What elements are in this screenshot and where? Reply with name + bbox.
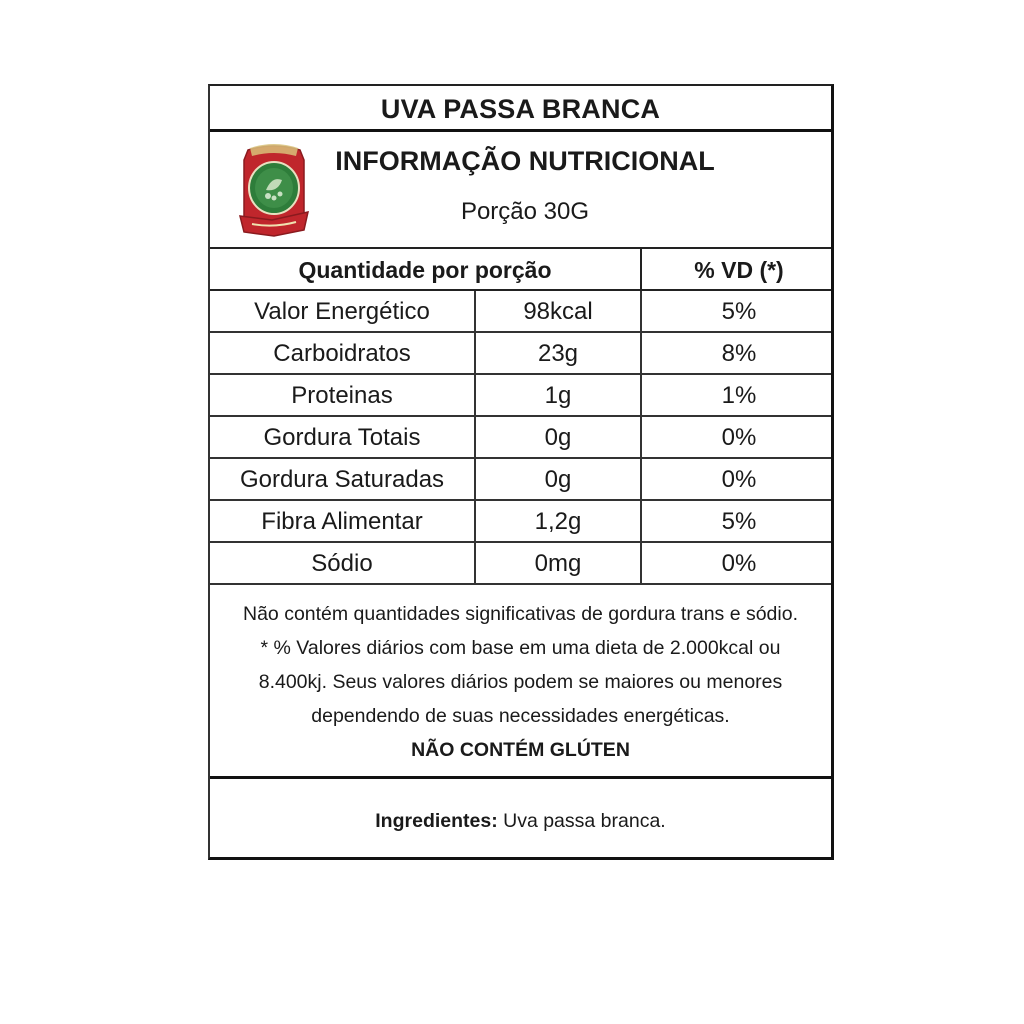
nutrient-vd: 0% bbox=[721, 466, 757, 493]
nutrient-name: Gordura Totais bbox=[210, 417, 476, 457]
nutrient-name: Valor Energético bbox=[210, 291, 476, 331]
nutrition-header bbox=[210, 132, 831, 249]
nutrient-vd: 0% bbox=[721, 550, 757, 577]
nutrition-label bbox=[208, 84, 834, 860]
nutrient-name: Fibra Alimentar bbox=[210, 501, 476, 541]
nutrient-vd: 1% bbox=[721, 382, 757, 409]
portion-size: Porção 30G bbox=[460, 198, 590, 225]
nutrient-amount: 0g bbox=[476, 417, 642, 457]
table-header bbox=[210, 249, 831, 291]
column-vd-header: % VD (*) bbox=[694, 257, 784, 283]
nutrition-notes bbox=[210, 585, 831, 779]
nutrition-title: INFORMAÇÃO NUTRICIONAL bbox=[335, 146, 715, 176]
gluten-free-notice: NÃO CONTÉM GLÚTEN bbox=[411, 739, 630, 761]
nutrient-vd: 5% bbox=[721, 508, 757, 535]
nutrient-amount: 1g bbox=[476, 375, 642, 415]
nutrient-amount: 98kcal bbox=[476, 291, 642, 331]
note-trans-fat: Não contém quantidades significativas de gordura trans e sódio. bbox=[243, 603, 798, 625]
table-row bbox=[210, 333, 831, 375]
nutrient-amount: 0mg bbox=[476, 543, 642, 583]
brand-logo-icon bbox=[238, 142, 310, 238]
table-row bbox=[210, 291, 831, 333]
nutrient-amount: 1,2g bbox=[476, 501, 642, 541]
ingredients-section bbox=[210, 779, 831, 859]
product-title: UVA PASSA BRANCA bbox=[210, 86, 831, 132]
nutrient-name: Gordura Saturadas bbox=[210, 459, 476, 499]
nutrient-name: Sódio bbox=[210, 543, 476, 583]
table-row bbox=[210, 501, 831, 543]
note-daily-values: * % Valores diários com base em uma dieta de 2.000kcal ou bbox=[260, 637, 781, 659]
note-energy-needs: dependendo de suas necessidades energéticas. bbox=[311, 705, 730, 727]
table-row bbox=[210, 417, 831, 459]
nutrient-amount: 23g bbox=[476, 333, 642, 373]
nutrient-name: Proteinas bbox=[210, 375, 476, 415]
nutrient-amount: 0g bbox=[476, 459, 642, 499]
nutrient-vd: 8% bbox=[721, 340, 757, 367]
ingredients-label: Ingredientes: bbox=[375, 810, 498, 832]
ingredients-text: Uva passa branca. bbox=[497, 810, 666, 832]
table-row bbox=[210, 459, 831, 501]
note-daily-values-cont: 8.400kj. Seus valores diários podem se maiores ou menores bbox=[258, 671, 783, 693]
table-row bbox=[210, 543, 831, 585]
table-row bbox=[210, 375, 831, 417]
nutrient-name: Carboidratos bbox=[210, 333, 476, 373]
nutrient-vd: 0% bbox=[721, 424, 757, 451]
nutrient-vd: 5% bbox=[721, 298, 757, 325]
column-quantity-header: Quantidade por porção bbox=[210, 249, 642, 289]
nutrient-rows bbox=[210, 291, 831, 585]
